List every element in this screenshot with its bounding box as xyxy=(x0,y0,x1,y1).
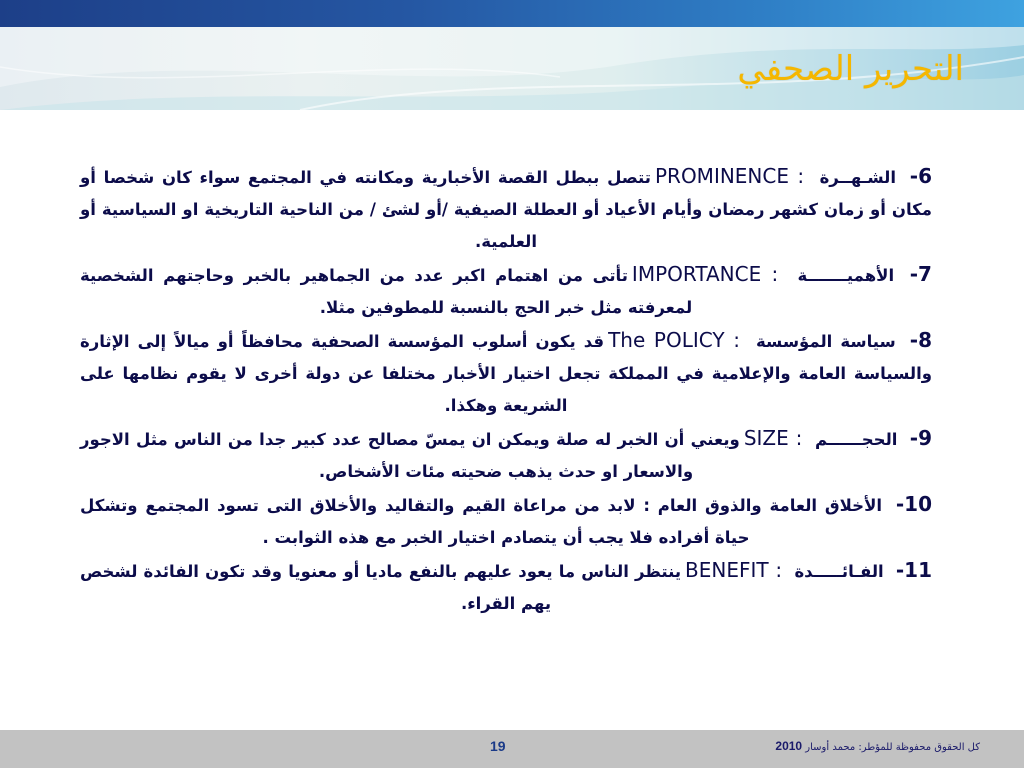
item-number: 10- xyxy=(895,492,932,516)
item-number: 7- xyxy=(909,262,932,286)
item-text: تتصل ببطل القصة الأخبارية ومكانته في المجتمع سواء كان شخصا أو مكان أو زمان كشهر رمضان وأيام الأعياد أو العطلة الصيفية /أو لشئ / من الناحية التاريخية او السياسية أو العلمية. xyxy=(80,168,932,251)
copyright-text: كل الحقوق محفوظة للمؤطر: محمد أوسار xyxy=(805,742,980,753)
copyright-year: 2010 xyxy=(775,739,803,753)
top-header-band xyxy=(0,0,1024,27)
list-item-importance xyxy=(80,258,932,324)
item-term: : PROMINENCE xyxy=(654,164,805,188)
footer-copyright xyxy=(775,739,980,753)
item-text: قد يكون أسلوب المؤسسة الصحفية محافظاً أو ميالاً إلى الإثارة والسياسة العامة والإعلامية في المملكة تجعل اختيار الأخبار مختلفا عن دولة أخرى لا يقوم نظامها على الشريعة وهكذا. xyxy=(80,332,932,415)
item-term: : BENEFIT xyxy=(685,558,783,582)
list-item-benefit xyxy=(80,554,932,620)
item-number: 9- xyxy=(909,426,932,450)
item-label: سياسة المؤسسة xyxy=(756,332,896,351)
item-label: الحجــــــم xyxy=(815,430,898,449)
list-item-size xyxy=(80,422,932,488)
item-text: الأخلاق العامة والذوق العام : لابد من مراعاة القيم والتقاليد والأخلاق التى تسود المجتمع وتشكل حياة أفراده فلا يجب أن يتصادم اختيار الخبر مع هذه الثوابت . xyxy=(80,496,883,547)
slide-title: التحرير الصحفي xyxy=(737,49,964,89)
item-number: 8- xyxy=(909,328,932,352)
slide-body xyxy=(80,160,932,620)
title-banner xyxy=(0,27,1024,110)
item-term: : The POLICY xyxy=(608,328,740,352)
item-number: 6- xyxy=(909,164,932,188)
item-text: ويعني أن الخبر له صلة ويمكن ان يمسّ مصالح عدد كبير جدا من الناس مثل الاجور والاسعار او حدث يذهب ضحيته مئات الأشخاص. xyxy=(80,430,740,481)
item-label: الأهميـــــــة xyxy=(797,266,895,285)
item-number: 11- xyxy=(895,558,932,582)
list-item-policy xyxy=(80,324,932,422)
item-label: الفـائـــــدة xyxy=(794,562,884,581)
item-text: تأتى من اهتمام اكبر عدد من الجماهير بالخبر وحاجتهم الشخصية لمعرفته مثل خبر الحج بالنسبة للمطوفين مثلا. xyxy=(80,266,693,317)
list-item-prominence xyxy=(80,160,932,258)
item-term: : IMPORTANCE xyxy=(631,262,779,286)
page-number: 19 xyxy=(490,738,506,754)
item-term: : SIZE xyxy=(743,426,803,450)
item-text: ينتظر الناس ما يعود عليهم بالنفع ماديا أو معنويا وقد تكون الفائدة لشخص يهم القراء. xyxy=(80,562,682,613)
list-item-ethics xyxy=(80,488,932,554)
item-label: الشـهــرة xyxy=(819,168,897,187)
